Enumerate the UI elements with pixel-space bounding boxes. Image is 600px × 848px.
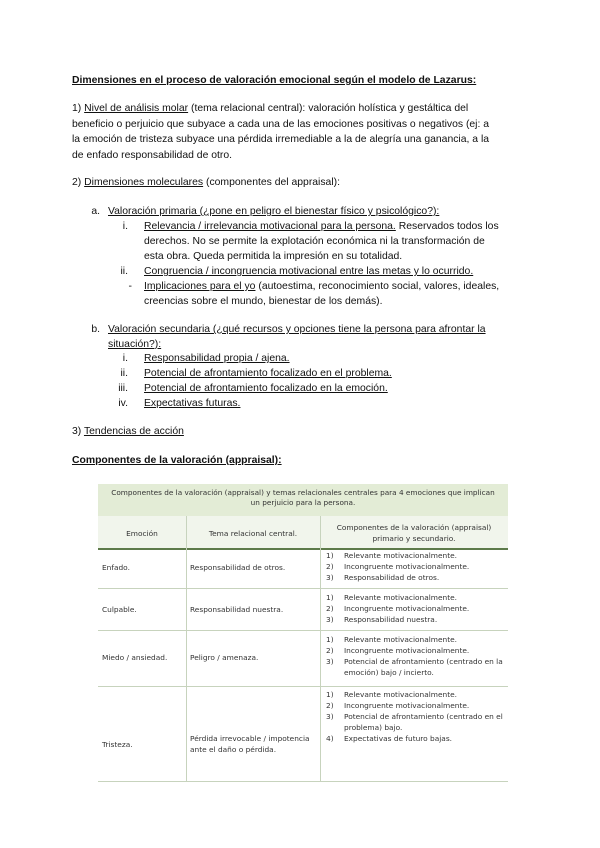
cell-componentes	[326, 689, 504, 744]
molecular-term: Dimensiones moleculares	[84, 177, 204, 188]
row-divider	[98, 781, 508, 782]
list-item: Potencial de afrontamiento focalizado en el problema.	[144, 368, 392, 379]
list-marker-a: a.	[91, 206, 100, 217]
list-marker: iv.	[118, 398, 128, 409]
paragraph-molar: 1) Nivel de análisis molar (tema relacional central): valoración holística y gestáltica del beneficio o perjuicio que subyace a cada una de las emociones positivas o negativos (ej: a la emoción de tristeza subyace una pérdida irremediable a la de alegría una ganancia, a la de enfado responsabilidad de otro.	[72, 103, 490, 161]
column-divider	[320, 516, 321, 782]
list-item: 1) Relevante motivacionalmente.	[326, 551, 458, 560]
self-implications-item: Implicaciones para el yo (autoestima, reconocimiento social, valores, ideales,	[144, 281, 500, 292]
rights-notice-line-2: esta obra. Queda permitida la impresión en su totalidad.	[144, 251, 403, 262]
list-item: 3) Responsabilidad de otros.	[326, 573, 440, 582]
column-divider	[186, 516, 187, 782]
list-item: Expectativas futuras.	[144, 398, 241, 409]
cell-tema: Peligro / amenaza.	[190, 653, 259, 662]
list-marker: i.	[122, 353, 128, 364]
list-marker: iii.	[118, 383, 128, 394]
header-componentes: Componentes de la valoración (appraisal) primario y secundario.	[336, 523, 492, 543]
list-item: 3) Potencial de afrontamiento (centrado en la emoción) bajo / incierto.	[326, 657, 503, 677]
paragraph-action-tendencies: 3) Tendencias de acción	[72, 426, 184, 437]
list-marker-i: i.	[122, 221, 128, 232]
cell-componentes	[326, 550, 504, 583]
list-marker-ii: ii.	[120, 266, 128, 277]
paragraph-molecular: 2) Dimensiones moleculares (componentes del appraisal):	[72, 177, 340, 188]
cell-emocion: Tristeza.	[102, 740, 133, 749]
self-implications-continued: creencias sobre el mundo, bienestar de los demás).	[144, 296, 383, 307]
list-item: 1) Relevante motivacionalmente.	[326, 635, 458, 644]
relevance-item: Relevancia / irrelevancia motivacional para la persona. Reservados todos los	[144, 221, 499, 232]
list-item: 2) Incongruente motivacionalmente.	[326, 562, 470, 571]
congruence-item: Congruencia / incongruencia motivacional entre las metas y lo ocurrido.	[144, 266, 474, 277]
cell-componentes	[326, 592, 504, 625]
document-title: Dimensiones en el proceso de valoración emocional según el modelo de Lazarus:	[72, 75, 477, 86]
header-emocion: Emoción	[126, 529, 158, 538]
table-caption: Componentes de la valoración (appraisal) y temas relacionales centrales para 4 emociones que implican un perjuicio para la persona.	[98, 484, 508, 516]
cell-tema: Responsabilidad de otros.	[190, 563, 286, 572]
row-divider	[98, 686, 508, 687]
secondary-appraisal-label-line-2: situación?):	[108, 339, 162, 350]
list-item: 2) Incongruente motivacionalmente.	[326, 646, 470, 655]
molar-term: Nivel de análisis molar	[84, 103, 189, 114]
cell-tema: Responsabilidad nuestra.	[190, 605, 284, 614]
section-title-appraisal: Componentes de la valoración (appraisal):	[72, 455, 282, 466]
list-marker-b: b.	[91, 324, 100, 335]
list-item: Responsabilidad propia / ajena.	[144, 353, 290, 364]
appraisal-table	[98, 484, 508, 782]
secondary-appraisal-label-line-1: Valoración secundaria (¿qué recursos y opciones tiene la persona para afrontar la	[108, 324, 486, 335]
header-tema: Tema relacional central.	[208, 529, 298, 538]
list-item: Potencial de afrontamiento focalizado en la emoción.	[144, 383, 388, 394]
row-divider	[98, 588, 508, 589]
list-item: 1) Relevante motivacionalmente.	[326, 593, 458, 602]
list-marker-dash: -	[128, 281, 132, 292]
cell-componentes	[326, 634, 504, 678]
list-marker: ii.	[120, 368, 128, 379]
list-item: 2) Incongruente motivacionalmente.	[326, 604, 470, 613]
list-item: 2) Incongruente motivacionalmente.	[326, 701, 470, 710]
cell-emocion: Enfado.	[102, 563, 130, 572]
list-item: 3) Potencial de afrontamiento (centrado en el problema) bajo.	[326, 712, 503, 732]
cell-emocion: Culpable.	[102, 605, 137, 614]
row-divider	[98, 630, 508, 631]
list-item: 1) Relevante motivacionalmente.	[326, 690, 458, 699]
list-item: 4) Expectativas de futuro bajas.	[326, 734, 453, 743]
cell-emocion: Miedo / ansiedad.	[102, 653, 168, 662]
rights-notice-line-1: derechos. No se permite la explotación económica ni la transformación de	[144, 236, 485, 247]
cell-tema: Pérdida irrevocable / impotencia ante el daño o pérdida.	[190, 734, 310, 754]
primary-appraisal-label: Valoración primaria (¿pone en peligro el bienestar físico y psicológico?):	[108, 206, 440, 217]
list-item: 3) Responsabilidad nuestra.	[326, 615, 438, 624]
